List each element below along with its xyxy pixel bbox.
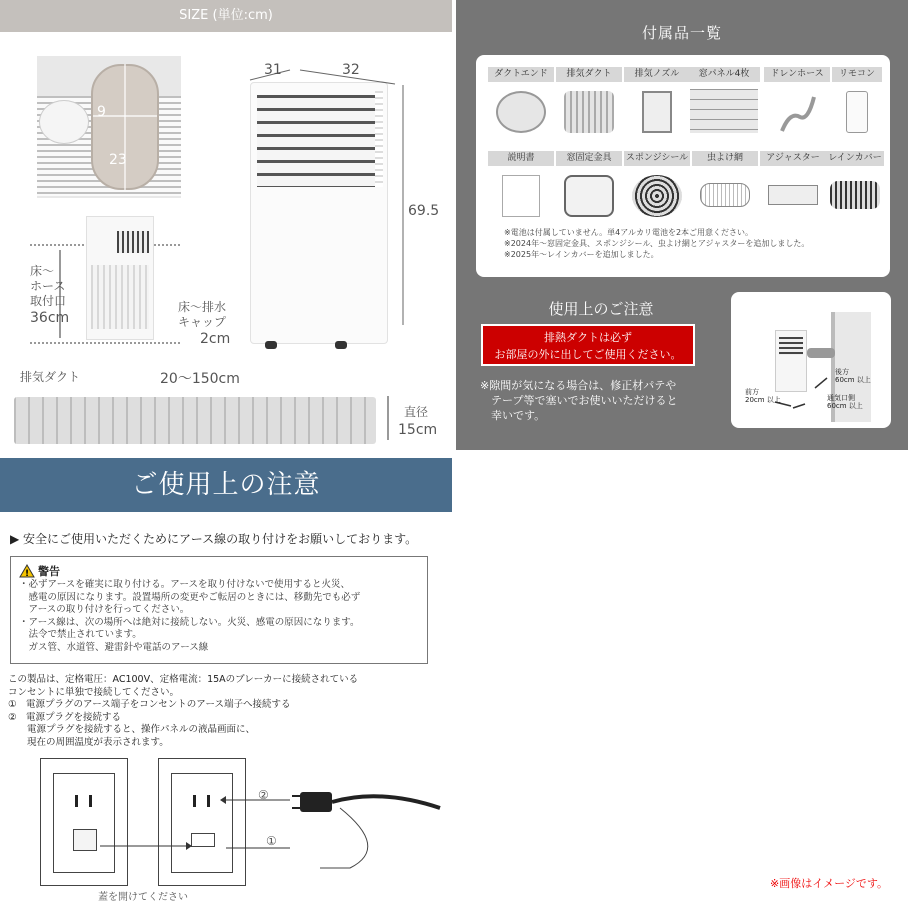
caution-note: ※隙間が気になる場合は、修正材パテや テープ等で塞いでお使いいただけると 幸いです。	[480, 379, 678, 422]
exhaust-duct-icon	[564, 91, 614, 133]
vent-clearance: 通気口側 60cm 以上	[827, 394, 863, 410]
accessory-rain-cover: レインカバー	[826, 151, 884, 221]
diameter-value: 15cm	[398, 422, 438, 438]
usage-caution-panel	[0, 458, 452, 902]
footnote: ※画像はイメージです。	[769, 877, 888, 890]
usage-banner: ご使用上の注意	[0, 458, 452, 512]
lid-caption: 蓋を開けてください	[98, 892, 188, 902]
floor-cap-label-2: キャップ	[178, 315, 227, 329]
unit-rear-view	[86, 216, 154, 340]
size-panel	[0, 0, 452, 450]
size-header: SIZE (単位:cm)	[0, 0, 452, 32]
accessories-card	[476, 55, 890, 277]
plug-diagram	[0, 458, 452, 902]
width-label: 32	[342, 62, 360, 78]
caution-box: 排熱ダクトは必ず お部屋の外に出してご使用ください。	[481, 324, 695, 366]
svg-text:!: !	[24, 569, 30, 578]
rain-cover-icon	[830, 181, 880, 209]
floor-hose-label-2: ホース	[30, 279, 66, 293]
accessory-window-bracket: 窓固定金具	[556, 151, 622, 221]
installation-diagram	[731, 292, 891, 428]
duct-height-label: 23	[109, 152, 127, 168]
exhaust-duct-label: 排気ダクト	[20, 370, 81, 384]
accessories-panel	[456, 0, 908, 450]
duct-length-label: 20～150cm	[160, 371, 240, 387]
sponge-seal-icon	[632, 175, 682, 217]
accessory-exhaust-nozzle: 排気ノズル	[624, 67, 690, 137]
insect-net-icon	[700, 183, 750, 207]
accessory-drain-hose: ドレンホース	[764, 67, 830, 137]
accessory-window-panels: 窓パネル4枚	[688, 67, 760, 137]
rear-clearance: 後方 60cm 以上	[835, 368, 871, 384]
exhaust-nozzle-icon	[642, 91, 672, 133]
diameter-label: 直径	[404, 405, 429, 419]
earth-lead: ▶ 安全にご使用いただくためにアース線の取り付けをお願いしております。	[10, 532, 418, 546]
floor-cap-value: 2cm	[200, 331, 231, 347]
clearance-arrows	[731, 292, 891, 428]
front-clearance: 前方 20cm 以上	[745, 388, 781, 404]
accessory-sponge-seal: スポンジシール	[624, 151, 690, 221]
height-label: 69.5	[408, 203, 440, 219]
warning-box: ! 警告 ・必ずアースを確実に取り付ける。アースを取り付けないで使用すると火災、 感電の原因になります。設置場所の変更やご転居のときには、移動先でも必ず アースの取り付けを行ってください。 ・アース線は、次の場所へは絶対に接続しない。火災、感電の原因になります。 法令で禁止されています。 ガス管、水道管、避雷針や電話のアース線	[10, 556, 428, 664]
exhaust-duct-image	[14, 397, 376, 444]
accessory-insect-net: 虫よけ網	[692, 151, 758, 221]
manual-icon	[502, 175, 540, 217]
step2-marker: ②	[258, 788, 269, 802]
window-panel-icon	[690, 89, 758, 133]
depth-label: 31	[264, 62, 282, 78]
floor-hose-value: 36cm	[30, 310, 70, 326]
window-bracket-icon	[564, 175, 614, 217]
triangle-right-icon: ▶	[10, 532, 24, 546]
duct-width-label: 9	[97, 104, 106, 120]
floor-hose-label-3: 取付口	[30, 294, 67, 308]
remote-icon	[846, 91, 868, 133]
caution-title: 使用上のご注意	[548, 300, 654, 318]
floor-hose-label-1: 床～	[30, 264, 55, 278]
accessory-adjuster: アジャスター	[760, 151, 826, 221]
accessory-remote: リモコン	[832, 67, 882, 137]
spec-text: この製品は、定格電圧：AC100V、定格電流：15Aのブレーカーに接続されている コンセントに単独で接続してください。 ① 電源プラグのアース端子をコンセントのアース端子へ接続する ② 電源プラグを接続する 電源プラグを接続すると、操作パネルの液晶画面に、 現在の周囲温度が表示されます。	[8, 674, 359, 748]
step1-marker: ①	[266, 834, 277, 848]
accessory-manual: 説明書	[488, 151, 554, 221]
accessory-duct-end: ダクトエンド	[488, 67, 554, 137]
drain-hose-icon	[772, 91, 822, 137]
accessory-exhaust-duct: 排気ダクト	[556, 67, 622, 137]
floor-cap-label-1: 床～排水	[178, 300, 227, 314]
adjuster-icon	[768, 185, 818, 205]
accessory-notes: ※電池は付属していません。単4アルカリ電池を2本ご用意ください。 ※2024年～窓固定金具、スポンジシール、虫よけ網とアジャスターを追加しました。 ※2025年～レインカバーを追加しました。	[504, 228, 810, 259]
duct-end-icon	[496, 91, 546, 133]
accessories-title: 付属品一覧	[641, 24, 722, 42]
